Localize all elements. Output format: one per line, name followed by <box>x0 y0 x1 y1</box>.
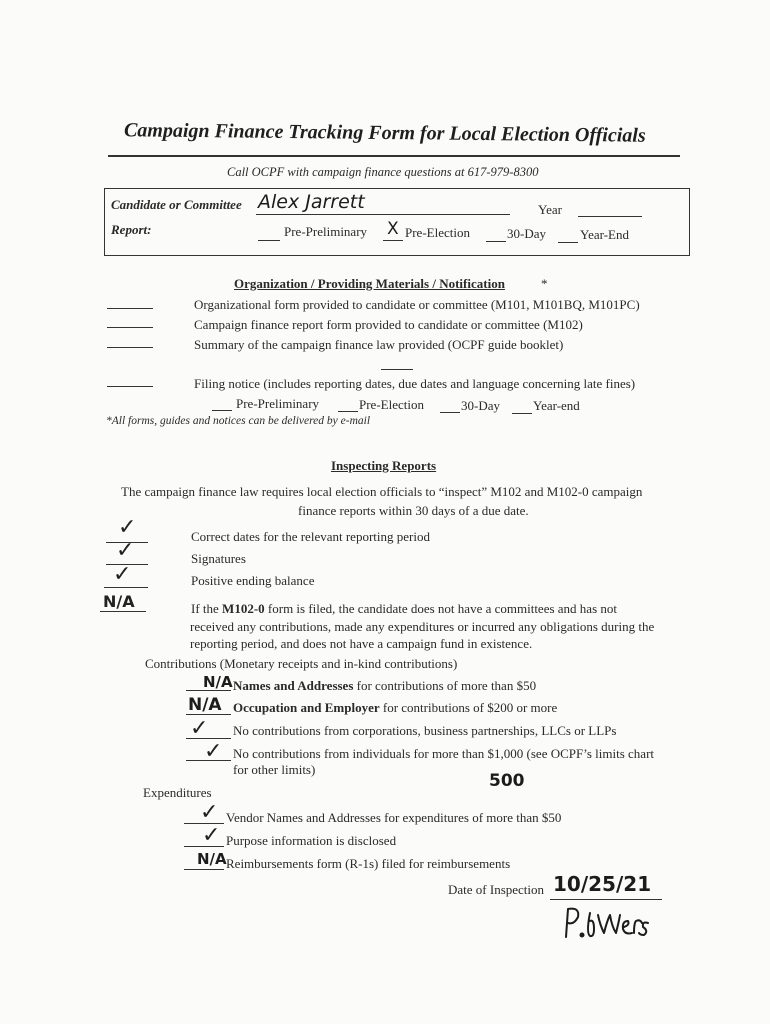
check-2-text: Signatures <box>191 551 246 566</box>
contrib-2-line[interactable] <box>186 714 231 715</box>
m102-text-line2: received any contributions, made any expenditures or incurred any obligations during the <box>190 619 655 634</box>
report-pre-preliminary-checkbox[interactable] <box>258 240 280 241</box>
inspecting-intro-line2: finance reports within 30 days of a due date. <box>298 503 529 518</box>
form-subtitle: Call OCPF with campaign finance questions at 617-979-8300 <box>227 165 539 179</box>
form-title: Campaign Finance Tracking Form for Local Election Officials <box>123 119 646 147</box>
exp-2-line[interactable] <box>184 846 224 847</box>
m102-form-name: M102-0 <box>222 601 265 616</box>
expenditures-heading: Expenditures <box>143 785 212 800</box>
filing-notice-checkbox[interactable] <box>107 386 153 387</box>
report-pre-election-mark: X <box>387 219 399 239</box>
organization-asterisk: * <box>541 276 548 291</box>
contrib-3-mark: ✓ <box>190 716 209 741</box>
candidate-label: Candidate or Committee <box>111 197 242 212</box>
report-30-day-label: 30-Day <box>507 226 546 241</box>
contrib-1-text <box>233 678 536 694</box>
org-separator <box>381 369 413 370</box>
contributions-heading: Contributions (Monetary receipts and in-kind contributions) <box>145 656 458 671</box>
filing-year-end-label: Year-end <box>533 398 580 413</box>
filing-pre-election-label: Pre-Election <box>359 397 424 412</box>
exp-1-text: Vendor Names and Addresses for expenditures of more than $50 <box>226 810 562 825</box>
m102-na-mark: N/A <box>103 592 135 611</box>
organization-heading: Organization / Providing Materials / Notification <box>234 276 505 291</box>
contrib-4-text-line2: for other limits) <box>233 762 316 777</box>
filing-pre-election-checkbox[interactable] <box>338 411 358 412</box>
report-year-end-checkbox[interactable] <box>558 242 578 243</box>
contrib-4-mark: ✓ <box>204 739 223 764</box>
filing-notice-text: Filing notice (includes reporting dates, due dates and language concerning late fines) <box>194 376 636 391</box>
contrib-2-rest: for contributions of $200 or more <box>379 700 558 715</box>
org-item-3-text: Summary of the campaign finance law provided (OCPF guide booklet) <box>194 337 564 352</box>
m102-line1-pre: If the <box>191 601 223 616</box>
org-item-1-text: Organizational form provided to candidate or committee (M101, M101BQ, M101PC) <box>194 297 640 312</box>
exp-3-line[interactable] <box>184 869 224 870</box>
organization-footnote: *All forms, guides and notices can be delivered by e-mail <box>106 415 371 427</box>
contrib-1-mark: N/A <box>203 673 233 691</box>
org-item-3-checkbox[interactable] <box>107 347 153 348</box>
contrib-2-bold: Occupation and Employer <box>233 700 380 715</box>
year-field[interactable] <box>578 216 642 217</box>
year-label: Year <box>538 202 562 217</box>
filing-pre-preliminary-label: Pre-Preliminary <box>236 396 320 411</box>
date-line <box>550 899 662 900</box>
report-year-end-label: Year-End <box>580 227 629 242</box>
contrib-4-line[interactable] <box>186 760 231 761</box>
check-1-text: Correct dates for the relevant reporting period <box>191 529 430 544</box>
check-3-mark: ✓ <box>113 562 132 587</box>
candidate-name-field[interactable]: Alex Jarrett <box>258 191 365 213</box>
contrib-1-line[interactable] <box>186 690 231 691</box>
date-of-inspection-label: Date of Inspection <box>448 882 545 897</box>
inspecting-heading: Inspecting Reports <box>331 458 437 473</box>
date-of-inspection-field[interactable]: 10/25/21 <box>553 872 652 896</box>
exp-3-text: Reimbursements form (R-1s) filed for reimbursements <box>226 856 511 871</box>
m102-text-line1 <box>191 601 617 617</box>
inspector-signature <box>560 903 650 943</box>
contrib-2-mark: N/A <box>188 695 222 715</box>
m102-text-line3: reporting period, and does not have a campaign fund in existence. <box>190 636 533 651</box>
title-rule <box>108 155 680 157</box>
exp-1-mark: ✓ <box>200 800 219 825</box>
org-item-2-checkbox[interactable] <box>107 327 153 328</box>
report-pre-election-label: Pre-Election <box>405 225 470 240</box>
contrib-4-text: No contributions from individuals for more than $1,000 (see OCPF’s limits chart <box>233 746 655 761</box>
m102-line1-post: form is filed, the candidate does not have a committees and has not <box>264 601 617 616</box>
contrib-1-bold: Names and Addresses <box>233 678 354 693</box>
exp-2-text: Purpose information is disclosed <box>226 833 397 848</box>
exp-2-mark: ✓ <box>202 823 221 848</box>
check-1-mark: ✓ <box>118 515 137 540</box>
check-3-line[interactable] <box>104 587 148 588</box>
check-3-text: Positive ending balance <box>191 573 315 588</box>
filing-30-day-label: 30-Day <box>461 398 500 413</box>
check-2-mark: ✓ <box>116 538 135 563</box>
report-label: Report: <box>111 222 152 237</box>
org-item-2-text: Campaign finance report form provided to candidate or committee (M102) <box>194 317 583 332</box>
contrib-limit-correction: 500 <box>489 771 525 791</box>
filing-30-day-checkbox[interactable] <box>440 412 460 413</box>
candidate-line <box>256 214 510 215</box>
exp-3-mark: N/A <box>197 850 227 868</box>
contrib-2-text <box>233 700 557 716</box>
org-item-1-checkbox[interactable] <box>107 308 153 309</box>
m102-line[interactable] <box>100 611 146 612</box>
filing-year-end-checkbox[interactable] <box>512 413 532 414</box>
contrib-1-rest: for contributions of more than $50 <box>353 678 537 693</box>
report-pre-election-checkbox[interactable] <box>383 240 403 241</box>
report-30-day-checkbox[interactable] <box>486 241 506 242</box>
inspecting-intro-line1: The campaign finance law requires local election officials to “inspect” M102 and M102-0 campaign <box>121 484 643 499</box>
contrib-3-text: No contributions from corporations, business partnerships, LLCs or LLPs <box>233 723 617 738</box>
filing-pre-preliminary-checkbox[interactable] <box>212 410 232 411</box>
report-pre-preliminary-label: Pre-Preliminary <box>284 224 368 239</box>
